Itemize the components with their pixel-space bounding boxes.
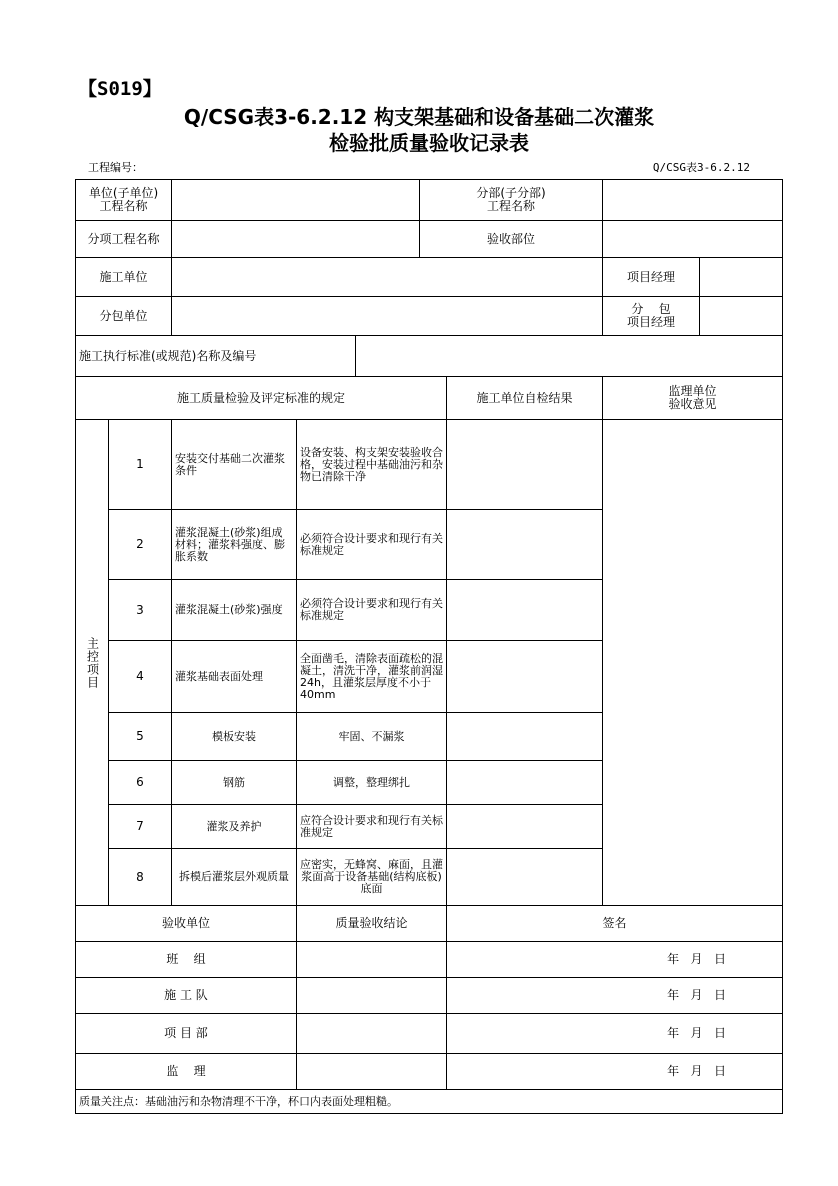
item-standard: 必须符合设计要求和现行有关标准规定 <box>300 531 443 557</box>
item-self-check[interactable] <box>447 805 602 848</box>
accept-unit: 监 理 <box>166 1064 206 1078</box>
item-self-check[interactable] <box>447 580 602 640</box>
item-no: 5 <box>136 729 144 743</box>
subdivision-label-line2: 工程名称 <box>486 199 535 213</box>
col-signature-header: 签名 <box>602 916 627 930</box>
item-no: 3 <box>136 602 144 617</box>
col-standard-header: 施工质量检验及评定标准的规定 <box>176 390 345 405</box>
item-standard: 设备安装、构支架安装验收合格，安装过程中基础油污和杂物已清除干净 <box>300 445 443 483</box>
sub-pm-value[interactable] <box>700 297 782 335</box>
item-standard: 应密实，无蜂窝、麻面，且灌浆面高于设备基础(结构底板)底面 <box>300 858 443 895</box>
accept-conclusion[interactable] <box>297 1054 446 1089</box>
unit-name-label-line2: 工程名称 <box>99 199 148 213</box>
accept-part-value[interactable] <box>603 221 782 257</box>
accept-date: 年 月 日 <box>667 952 726 966</box>
form-title-line2: 检验批质量验收记录表 <box>329 131 529 155</box>
contractor-label: 施工单位 <box>99 269 148 284</box>
subdivision-label <box>420 180 602 220</box>
item-standard: 必须符合设计要求和现行有关标准规定 <box>300 597 443 622</box>
item-name: 安装交付基础二次灌浆条件 <box>175 451 285 477</box>
item-no: 1 <box>136 457 144 471</box>
item-name: 灌浆混凝土(砂浆)强度 <box>175 603 283 616</box>
group-label: 主控项目 <box>85 636 100 689</box>
item-self-check[interactable] <box>447 641 602 712</box>
pm-label: 项目经理 <box>626 269 675 284</box>
item-standard: 应符合设计要求和现行有关标准规定 <box>300 813 443 839</box>
accept-unit: 班 组 <box>166 952 206 966</box>
sub-pm-label-line2: 项目经理 <box>626 315 675 329</box>
unit-name-label-line1: 单位(子单位) <box>88 186 159 200</box>
item-name: 模板安装 <box>212 729 256 743</box>
item-name: 灌浆基础表面处理 <box>175 669 263 683</box>
unit-name-label <box>76 180 171 220</box>
form-code-tag: 【S019】 <box>78 78 162 100</box>
item-no: 2 <box>136 537 144 551</box>
col-self-check-header: 施工单位自检结果 <box>476 390 573 405</box>
col-conclusion-header: 质量验收结论 <box>335 916 408 930</box>
subitem-label: 分项工程名称 <box>87 231 160 246</box>
item-no: 8 <box>136 869 144 884</box>
subcontractor-label: 分包单位 <box>99 308 148 323</box>
subcontractor-value[interactable] <box>172 297 602 335</box>
item-self-check[interactable] <box>447 849 602 905</box>
form-code: Q/CSG表3-6.2.12 <box>652 161 750 174</box>
item-self-check[interactable] <box>447 761 602 804</box>
item-name: 拆模后灌浆层外观质量 <box>179 870 289 883</box>
supervisor-opinion-value[interactable] <box>603 420 782 905</box>
item-no: 6 <box>136 775 144 789</box>
item-standard: 牢固、不漏浆 <box>338 729 405 743</box>
contractor-value[interactable] <box>172 258 602 296</box>
item-no: 4 <box>136 669 144 683</box>
accept-conclusion[interactable] <box>297 978 446 1013</box>
standard-value[interactable] <box>356 336 782 376</box>
item-name: 灌浆及养护 <box>206 819 262 833</box>
item-standard: 调整，整理绑扎 <box>333 775 410 789</box>
item-self-check[interactable] <box>447 713 602 760</box>
item-name: 灌浆混凝土(砂浆)组成材料；灌浆料强度、膨胀系数 <box>175 525 285 563</box>
item-self-check[interactable] <box>447 510 602 579</box>
quality-focus-note: 质量关注点：基础油污和杂物清理不干净，杯口内表面处理粗糙。 <box>79 1094 398 1108</box>
sub-pm-label <box>603 297 699 335</box>
item-standard: 全面凿毛，清除表面疏松的混凝土，清洗干净，灌浆前润湿24h，且灌浆层厚度不小于40mm <box>300 651 443 701</box>
col-supervisor-header <box>603 377 782 419</box>
col-unit-header: 验收单位 <box>161 916 210 930</box>
unit-name-value[interactable] <box>172 180 419 220</box>
accept-conclusion[interactable] <box>297 942 446 977</box>
subitem-value[interactable] <box>172 221 419 257</box>
standard-label: 施工执行标准(或规范)名称及编号 <box>79 348 257 363</box>
accept-unit: 施 工 队 <box>164 988 208 1002</box>
accept-date: 年 月 日 <box>667 988 726 1002</box>
accept-date: 年 月 日 <box>667 1064 726 1078</box>
accept-conclusion[interactable] <box>297 1014 446 1053</box>
item-name: 钢筋 <box>223 775 245 789</box>
project-number-label: 工程编号： <box>88 161 143 174</box>
item-self-check[interactable] <box>447 420 602 509</box>
group-label-cell <box>76 420 108 905</box>
pm-value[interactable] <box>700 258 782 296</box>
accept-unit: 项 目 部 <box>164 1026 208 1040</box>
sub-pm-label-line1: 分 包 <box>631 302 671 316</box>
accept-part-label: 验收部位 <box>486 231 535 246</box>
item-no: 7 <box>136 819 144 833</box>
col-supervisor-line1: 监理单位 <box>668 384 717 398</box>
subdivision-value[interactable] <box>603 180 782 220</box>
subdivision-label-line1: 分部(子分部) <box>476 186 546 200</box>
col-supervisor-line2: 验收意见 <box>668 397 717 411</box>
accept-date: 年 月 日 <box>667 1026 726 1040</box>
form-title-line1: Q/CSG表3-6.2.12 构支架基础和设备基础二次灌浆 <box>183 105 655 129</box>
